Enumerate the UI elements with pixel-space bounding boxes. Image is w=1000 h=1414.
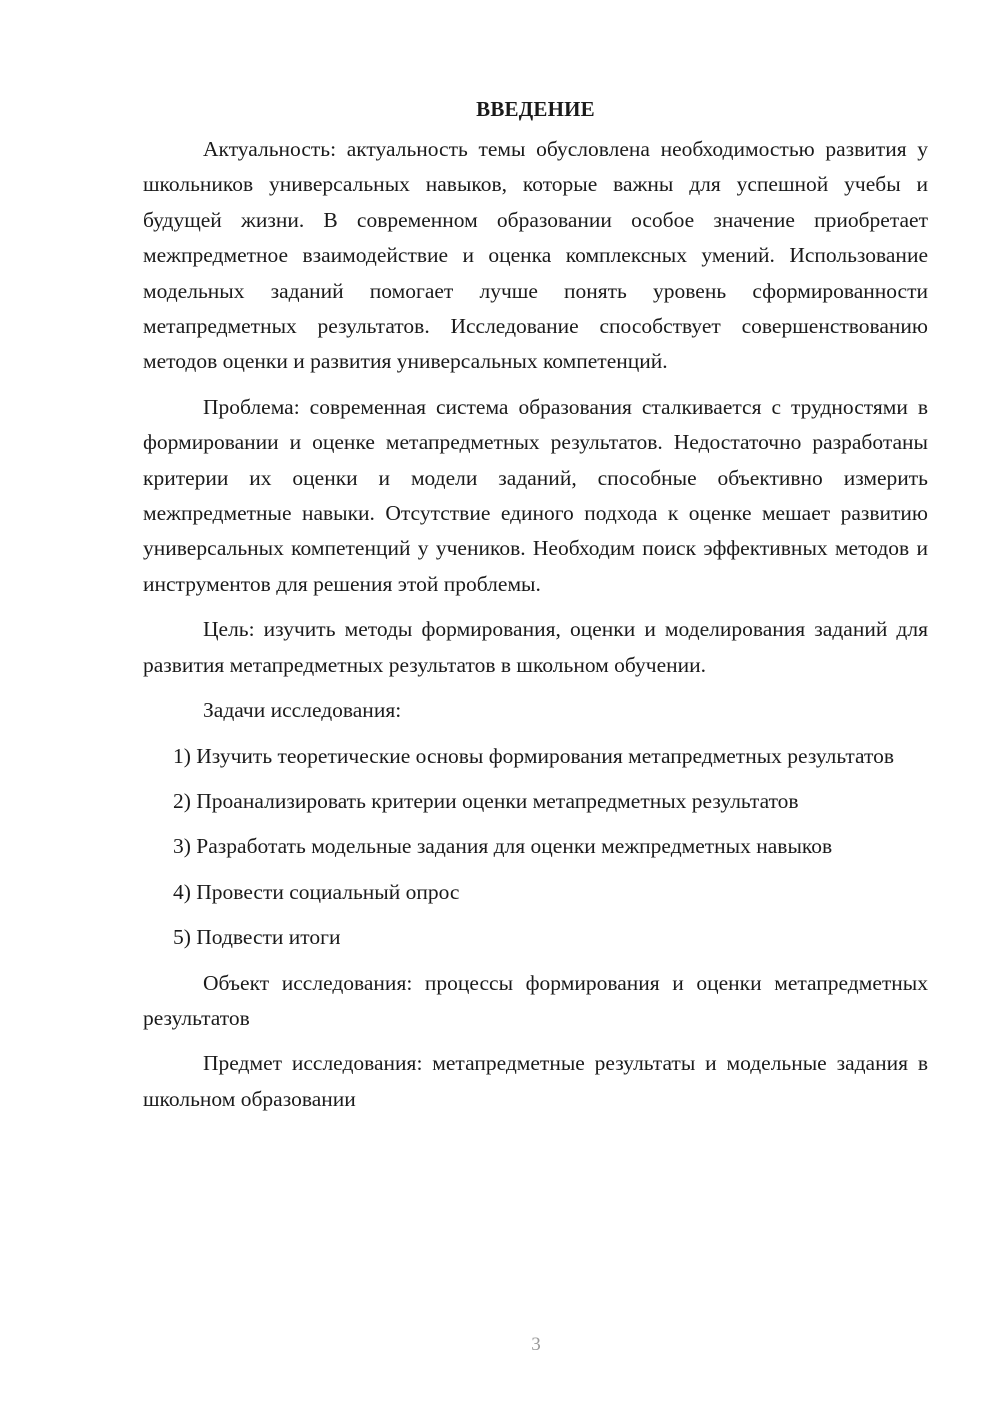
tasks-title: Задачи исследования:: [203, 698, 402, 723]
subject-paragraph: Предмет исследования: метапредметные результаты и модельные задания в школьном образовании: [143, 1051, 928, 1111]
page-number: 3: [531, 1334, 541, 1355]
task-item-4: 4) Провести социальный опрос: [173, 879, 460, 904]
task-item-3: 3) Разработать модельные задания для оценки межпредметных навыков: [173, 834, 833, 859]
goal-paragraph: Цель: изучить методы формирования, оценки и моделирования заданий для развития метапредметных результатов в школьном обучении.: [143, 617, 928, 677]
object-paragraph: Объект исследования: процессы формирования и оценки метапредметных результатов: [143, 970, 928, 1030]
section-heading: ВВЕДЕНИЕ: [476, 97, 595, 121]
document-page: [143, 92, 928, 1127]
task-item-1: 1) Изучить теоретические основы формирования метапредметных результатов: [173, 743, 895, 768]
problem-paragraph: Проблема: современная система образования сталкивается с трудностями в формировании и оценке метапредметных результатов. Недостаточно разработаны критерии их оценки и модели заданий, способные объективно измерить межпредметные навыки. Отсутствие единого подхода к оценке мешает развитию универсальных компетенций у учеников. Необходим поиск эффективных методов и инструментов для решения этой проблемы.: [143, 394, 928, 596]
tasks-list: [143, 739, 928, 956]
task-item-5: 5) Подвести итоги: [173, 925, 341, 950]
relevance-paragraph: Актуальность: актуальность темы обусловлена необходимостью развития у школьников универсальных навыков, которые важны для успешной учебы и будущей жизни. В современном образовании особое значение приобретает межпредметное взаимодействие и оценка комплексных умений. Использование модельных заданий помогает лучше понять уровень сформированности метапредметных результатов. Исследование способствует совершенствованию методов оценки и развития универсальных компетенций.: [143, 137, 928, 374]
task-item-2: 2) Проанализировать критерии оценки метапредметных результатов: [173, 788, 799, 813]
